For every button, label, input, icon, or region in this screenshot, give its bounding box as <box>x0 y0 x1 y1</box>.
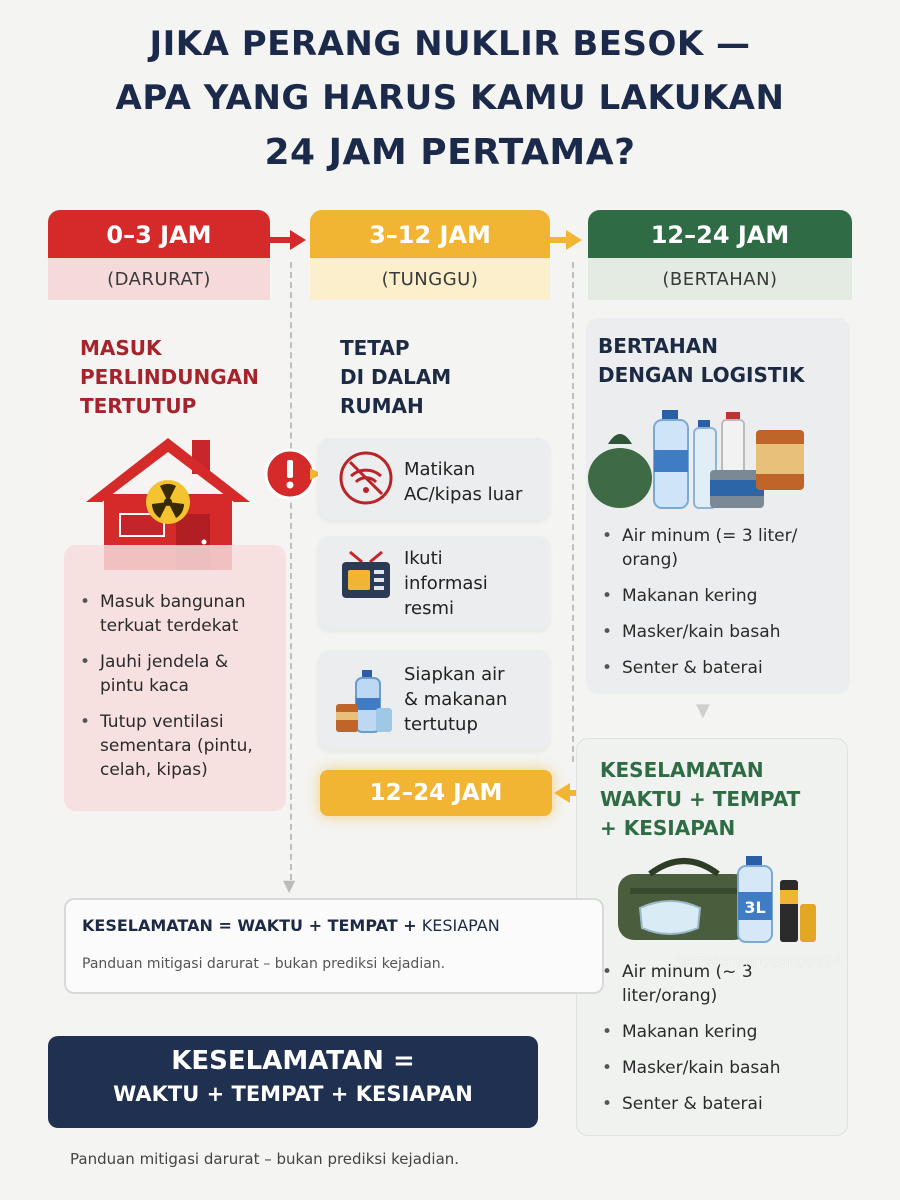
phase-header-3-12: 3–12 JAM <box>310 210 550 260</box>
divider-2 <box>572 262 574 762</box>
radio-icon <box>338 548 394 604</box>
col3-heading-line: DENGAN LOGISTIK <box>598 363 805 387</box>
col3-bullet-list <box>598 524 838 692</box>
step-line: tertutup <box>404 714 478 735</box>
supplies-icon <box>586 404 818 512</box>
page-title-line-3: 24 JAM PERTAMA? <box>264 132 636 173</box>
watermark: bertahanhingganggu74 <box>676 954 841 970</box>
col3-card2-heading <box>600 756 800 843</box>
formula-line <box>82 916 500 935</box>
arrow-1-stem <box>270 237 292 243</box>
list-item: • Makanan kering <box>598 1020 844 1044</box>
list-item: • Senter & baterai <box>598 1092 844 1116</box>
col3-card2-bullet-list <box>598 960 844 1128</box>
list-item: • Masuk bangunan terkuat terdekat <box>76 590 276 638</box>
badge-arrow-head <box>554 783 570 803</box>
phase-sub-bertahan: (BERTAHAN) <box>588 258 852 300</box>
phase-header-0-3: 0–3 JAM <box>48 210 270 260</box>
card2-heading-line: + KESIAPAN <box>600 816 736 840</box>
step-line: Siapkan air <box>404 664 505 685</box>
step-line: Matikan <box>404 459 476 480</box>
phase-sub-tunggu: (TUNGGU) <box>310 258 550 300</box>
step-line: Ikuti <box>404 548 443 569</box>
list-item: • Masker/kain basah <box>598 620 838 644</box>
step-line: informasi <box>404 573 488 594</box>
list-item: • Makanan kering <box>598 584 838 608</box>
col2-heading-line: TETAP <box>340 336 410 360</box>
list-item: • Air minum (= 3 liter/ orang) <box>598 524 838 572</box>
water-food-icon <box>334 666 394 736</box>
page-title-line-2: APA YANG HARUS KAMU LAKUKAN <box>115 78 785 118</box>
step-line: AC/kipas luar <box>404 484 523 505</box>
formula-sub: Panduan mitigasi darurat – bukan prediksi kejadian. <box>82 956 446 972</box>
formula-light: KESIAPAN <box>421 916 500 935</box>
card2-heading-line: KESELAMATAN <box>600 758 764 782</box>
col2-heading-line: RUMAH <box>340 394 424 418</box>
col1-heading-line: PERLINDUNGAN <box>80 365 259 389</box>
col2-heading <box>340 334 451 421</box>
bottle-label: 3L <box>744 898 766 917</box>
summary-box <box>48 1036 538 1128</box>
col1-heading-line: MASUK <box>80 336 162 360</box>
card2-heading-line: WAKTU + TEMPAT <box>600 787 801 811</box>
step-line: & makanan <box>404 689 508 710</box>
divider-1-arrow: ▼ <box>283 876 296 895</box>
step-text-ac <box>404 457 522 507</box>
phase-header-12-24: 12–24 JAM <box>588 210 852 260</box>
phase-sub-darurat: (DARURAT) <box>48 258 270 300</box>
list-item: • Masker/kain basah <box>598 1056 844 1080</box>
arrow-2-head <box>566 230 582 250</box>
list-item: • Senter & baterai <box>598 656 838 680</box>
col1-heading <box>80 334 259 421</box>
badge-12-24: 12–24 JAM <box>320 770 552 816</box>
col1-bullet-list <box>76 590 276 794</box>
page-title-line-1: JIKA PERANG NUKLIR BESOK — <box>149 24 751 64</box>
formula-bold: KESELAMATAN = WAKTU + TEMPAT + <box>82 916 417 935</box>
no-wifi-icon <box>338 450 394 506</box>
col2-heading-line: DI DALAM <box>340 365 452 389</box>
divider-1 <box>290 262 292 880</box>
list-item: • Jauhi jendela & pintu kaca <box>76 650 276 698</box>
footnote: Panduan mitigasi darurat – bukan prediksi kejadian. <box>70 1150 460 1168</box>
formula-box <box>64 898 604 994</box>
step-line: resmi <box>404 598 454 619</box>
step-text-supplies <box>404 662 507 737</box>
step-text-info <box>404 546 488 621</box>
col3-down-arrow: ▼ <box>696 700 710 721</box>
list-item: • Air minum (~ 3 liter/orang) <box>598 960 844 1008</box>
summary-line-1: KESELAMATAN = <box>171 1046 415 1076</box>
col1-heading-line: TERTUTUP <box>80 394 197 418</box>
survival-kit-icon <box>610 848 824 948</box>
list-item: • Tutup ventilasi sementara (pintu, celah, kipas) <box>76 710 276 782</box>
col3-heading-line: BERTAHAN <box>598 334 718 358</box>
col3-heading <box>598 332 804 390</box>
summary-line-2: WAKTU + TEMPAT + KESIAPAN <box>113 1082 473 1106</box>
arrow-1-head <box>290 230 306 250</box>
